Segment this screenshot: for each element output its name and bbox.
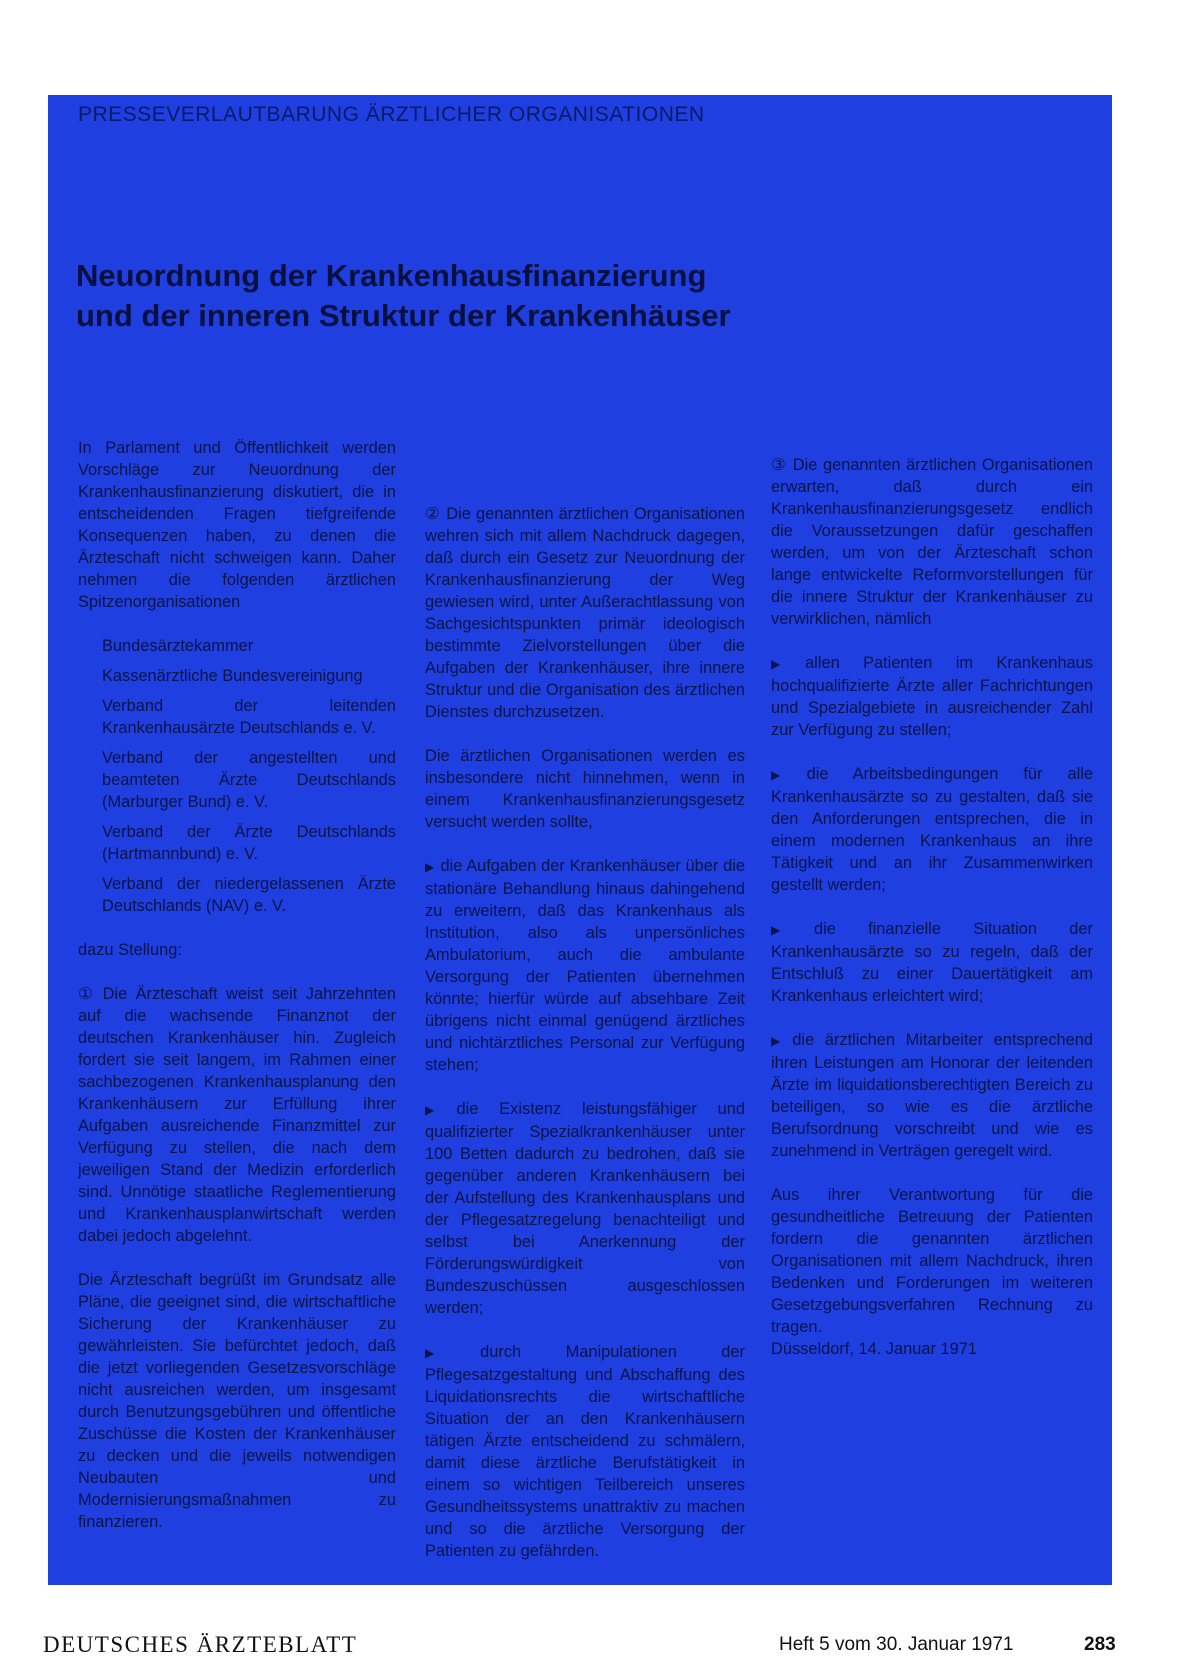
organization-item: Verband der Ärzte Deutschlands (Hartmannbund) e. V. xyxy=(102,823,396,863)
point-3 xyxy=(771,454,1093,630)
expect-item xyxy=(771,1029,1093,1162)
arrow-bullet-icon: ▶ xyxy=(771,1034,787,1048)
closing-paragraph: Aus ihrer Verantwortung für die gesundheitliche Betreuung der Patienten fordern die genannten ärztlichen Organisationen mit allem Nachdruck, ihren Bedenken und Forderungen im weiteren Gesetzgebungsverfahren Rechnung zu tragen. xyxy=(771,1186,1093,1336)
point-3-text: Die genannten ärztlichen Organisationen erwarten, daß durch ein Krankenhausfinanzierungsgesetz endlich die Voraussetzungen dafür geschaffen werden, um von der Ärzteschaft schon lange entwickelte Reformvorstellungen für die innere Struktur der Krankenhäuser zu verwirklichen, nämlich xyxy=(771,456,1093,628)
stance-intro: dazu Stellung: xyxy=(78,941,182,959)
intro-paragraph: In Parlament und Öffentlichkeit werden Vorschläge zur Neuordnung der Krankenhausfinanzierung diskutiert, die in entscheidenden Fragen tiefgreifende Konsequenzen haben, zu denen die Ärzteschaft nicht schweigen kann. Daher nehmen die folgenden ärztlichen Spitzenorganisationen xyxy=(78,439,396,611)
point-number-1: ① xyxy=(78,985,97,1003)
organization-item: Bundesärztekammer xyxy=(102,637,254,655)
point-2-text: Die genannten ärztlichen Organisationen wehren sich mit allem Nachdruck dagegen, daß durch ein Gesetz zur Neuordnung der Krankenhausfinanzierung der Weg gewiesen wird, unter Außerachtlassung von Sachgesichtspunkten primär ideologisch bestimmte Zielvorstellungen über die Aufgaben der Krankenhäuser, ihre innere Struktur und die Organisation des ärztlichen Dienstes durchzusetzen. xyxy=(425,505,745,721)
point-1-text: Die Ärzteschaft weist seit Jahrzehnten auf die wachsende Finanznot der deutschen Krankenhäuser hin. Zugleich fordert sie seit langem, im Rahmen einer sachbezogenen Krankenhausplanung den Krankenhäusern zur Erfüllung ihrer Aufgaben ausreichende Finanzmittel zur Verfügung zu stellen, die nach dem jeweiligen Stand der Medizin erforderlich sind. Unnötige staatliche Reglementierung und Krankenhausplanwirtschaft werden dabei jedoch abgelehnt. xyxy=(78,985,397,1245)
expect-item-text: allen Patienten im Krankenhaus hochqualifizierte Ärzte aller Fachrichtungen und Spezialgebiete in ausreichender Zahl zur Verfügung zu stellen; xyxy=(771,654,1093,739)
welcome-paragraph: Die Ärzteschaft begrüßt im Grundsatz alle Pläne, die geeignet sind, die wirtschaftliche Sicherung der Krankenhäuser zu gewährleisten. Sie befürchtet jedoch, daß die jetzt vorliegenden Gesetzesvorschläge nicht ausreichen werden, um insgesamt durch Benutzungsgebühren und öffentliche Zuschüsse die Kosten der Krankenhäuser zu decken und die jeweils notwendigen Neubauten und Modernisierungsmaßnahmen zu finanzieren. xyxy=(78,1271,396,1531)
masthead: DEUTSCHES ÄRZTEBLATT xyxy=(43,1632,358,1657)
organization-item: Verband der angestellten und beamteten Ärzte Deutschlands (Marburger Bund) e. V. xyxy=(102,749,396,811)
point-1 xyxy=(78,983,396,1247)
expect-item xyxy=(771,918,1093,1007)
arrow-bullet-icon: ▶ xyxy=(425,1103,451,1117)
organization-item: Verband der niedergelassenen Ärzte Deutschlands (NAV) e. V. xyxy=(102,875,396,915)
issue-info: Heft 5 vom 30. Januar 1971 xyxy=(779,1634,1014,1655)
oppose-item xyxy=(425,1098,745,1319)
oppose-item-text: die Existenz leistungsfähiger und qualifizierter Spezialkrankenhäuser unter 100 Betten dadurch zu bedrohen, daß sie gegenüber anderen Krankenhäusern bei der Aufstellung des Krankenhausplans und der Pflegesatzregelung benachteiligt und selbst bei Anerkennung der Förderungswürdigkeit von Bundeszuschüssen ausgeschlossen werden; xyxy=(425,1100,745,1317)
arrow-bullet-icon: ▶ xyxy=(425,1346,475,1360)
arrow-bullet-icon: ▶ xyxy=(771,657,800,671)
column-2 xyxy=(425,437,745,1562)
article-title: Neuordnung der Krankenhausfinanzierung und der inneren Struktur der Krankenhäuser xyxy=(76,258,731,333)
place-date: Düsseldorf, 14. Januar 1971 xyxy=(771,1340,977,1358)
column-3 xyxy=(771,254,1093,1382)
organization-item: Kassenärztliche Bundesvereinigung xyxy=(102,667,363,685)
arrow-bullet-icon: ▶ xyxy=(425,860,435,874)
expect-item xyxy=(771,652,1093,741)
arrow-bullet-icon: ▶ xyxy=(771,923,808,937)
oppose-item xyxy=(425,855,745,1076)
organization-item: Verband der leitenden Krankenhausärzte Deutschlands e. V. xyxy=(102,697,396,737)
expect-item-text: die Arbeitsbedingungen für alle Krankenhausärzte so zu gestalten, daß sie den Anforderungen entsprechen, die in einem modernen Krankenhaus an ihre Tätigkeit und an ihr Zusammenwirken gestellt werden; xyxy=(771,765,1093,894)
oppose-item-text: durch Manipulationen der Pflegesatzgestaltung und Abschaffung des Liquidationsrechts die wirtschaftliche Situation der an den Krankenhäusern tätigen Ärzte entscheidend zu schmälern, damit diese ärztliche Berufstätigkeit in einem so wichtigen Teilbereich unseres Gesundheitssystems unattraktiv zu machen und so die ärztliche Versorgung der Patienten zu gefährden. xyxy=(425,1343,745,1560)
oppose-intro: Die ärztlichen Organisationen werden es insbesondere nicht hinnehmen, wenn in einem Krankenhausfinanzierungsgesetz versucht werden sollte, xyxy=(425,747,745,831)
point-number-2: ② xyxy=(425,505,441,523)
arrow-bullet-icon: ▶ xyxy=(771,768,801,782)
page-number: 283 xyxy=(1084,1634,1116,1655)
section-label: PRESSEVERLAUTBARUNG ÄRZTLICHER ORGANISATIONEN xyxy=(78,103,705,126)
expect-item-text: die finanzielle Situation der Krankenhausärzte so zu regeln, daß der Entschluß zu einer Dauertätigkeit am Krankenhaus erleichtert wird; xyxy=(771,920,1094,1005)
expect-item-text: die ärztlichen Mitarbeiter entsprechend ihren Leistungen am Honorar der leitenden Ärzte im liquidationsberechtigten Bereich zu beteiligen, so wie es die ärztliche Berufsordnung vorschreibt und wie es zunehmend in Verträgen geregelt wird. xyxy=(771,1031,1093,1160)
oppose-item-text: die Aufgaben der Krankenhäuser über die stationäre Behandlung hinaus dahingehend zu erweitern, daß das Krankenhaus als Institution, also als unpersönliches Ambulatorium, auch die ambulante Versorgung der Patienten übernehmen könnte; hierfür würde auf absehbare Zeit übrigens nicht einmal genügend ärztliches und nichtärztliches Personal zur Verfügung stehen; xyxy=(425,857,745,1074)
column-1 xyxy=(78,437,396,1533)
point-number-3: ③ xyxy=(771,456,787,474)
expect-item xyxy=(771,763,1093,896)
organization-list xyxy=(102,635,396,917)
oppose-item xyxy=(425,1341,745,1562)
point-2 xyxy=(425,503,745,723)
